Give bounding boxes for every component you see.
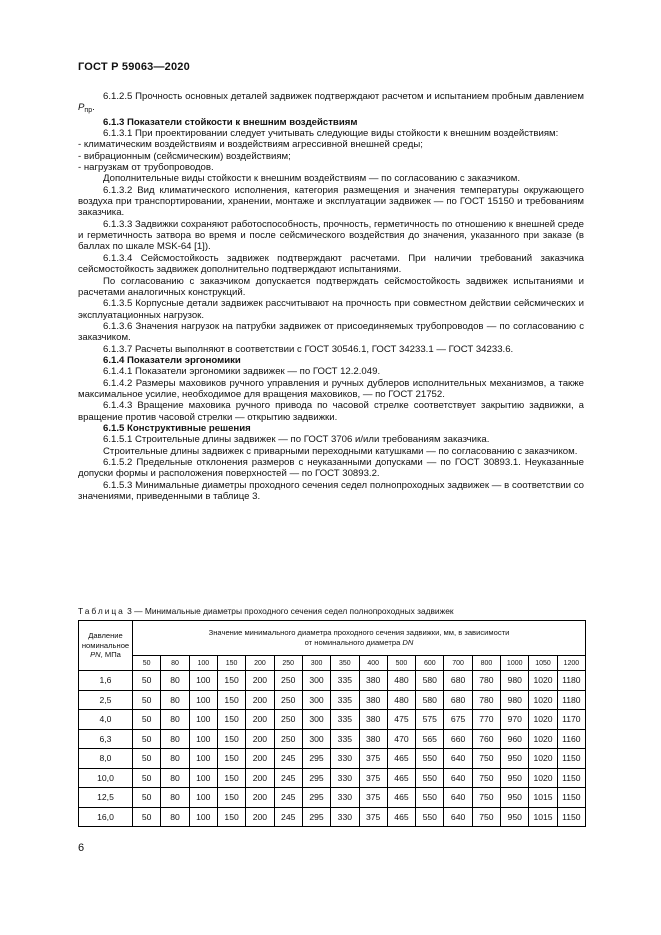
list-item: - климатическим воздействиям и воздействиям агрессивной внешней среды; [78, 139, 423, 151]
table-cell: 375 [359, 768, 387, 788]
table-cell: 200 [246, 749, 274, 769]
table-cell: 1170 [557, 710, 585, 730]
table-row [79, 749, 586, 769]
table-cell: 1015 [529, 807, 557, 827]
table-cell: 50 [133, 768, 161, 788]
table-cell: 1180 [557, 690, 585, 710]
table-cell: 550 [416, 788, 444, 808]
table-cell: 335 [331, 671, 359, 691]
paragraph-6-1-3-5: 6.1.3.5 Корпусные детали задвижек рассчитывают на прочность при совместном действии сейсмических и эксплуатационных нагрузок. [78, 298, 584, 321]
table-cell: 300 [302, 710, 330, 730]
pressure-cell: 2,5 [79, 690, 133, 710]
table-cell: 200 [246, 729, 274, 749]
table-cell: 80 [161, 749, 189, 769]
table-cell: 50 [133, 729, 161, 749]
document-header: ГОСТ Р 59063—2020 [78, 61, 190, 73]
table-cell: 1150 [557, 807, 585, 827]
table-cell: 580 [416, 671, 444, 691]
table-cell: 295 [302, 749, 330, 769]
table-cell: 330 [331, 788, 359, 808]
dn-header-cell: 600 [416, 656, 444, 671]
table-cell: 100 [189, 749, 217, 769]
table-cell: 950 [501, 768, 529, 788]
table-cell: 550 [416, 807, 444, 827]
table-cell: 1180 [557, 671, 585, 691]
dn-header-cell: 400 [359, 656, 387, 671]
table-cell: 150 [217, 788, 245, 808]
table-cell: 680 [444, 690, 472, 710]
table-cell: 465 [387, 788, 415, 808]
table-cell: 1015 [529, 788, 557, 808]
table-cell: 550 [416, 749, 444, 769]
table-cell: 335 [331, 710, 359, 730]
table-cell: 980 [501, 671, 529, 691]
table-cell: 50 [133, 788, 161, 808]
table-cell: 565 [416, 729, 444, 749]
table-cell: 750 [472, 788, 500, 808]
table-cell: 245 [274, 749, 302, 769]
table-cell: 330 [331, 768, 359, 788]
table-cell: 80 [161, 671, 189, 691]
table-cell: 375 [359, 749, 387, 769]
table-cell: 480 [387, 671, 415, 691]
table-cell: 375 [359, 788, 387, 808]
diameter-table [78, 620, 586, 827]
dn-header-cell: 50 [133, 656, 161, 671]
table-cell: 475 [387, 710, 415, 730]
table-cell: 150 [217, 690, 245, 710]
dn-header-cell: 300 [302, 656, 330, 671]
table-row [79, 807, 586, 827]
table-cell: 300 [302, 671, 330, 691]
table-cell: 295 [302, 788, 330, 808]
paragraph-6-1-3-4: 6.1.3.4 Сейсмостойкость задвижек подтверждают расчетами. При наличии требований заказчика сейсмостойкость задвижек дополнительно подтверждают испытаниями. [78, 252, 584, 276]
table-cell: 780 [472, 690, 500, 710]
table-cell: 380 [359, 710, 387, 730]
pressure-symbol: P [78, 102, 85, 114]
table-cell: 950 [501, 807, 529, 827]
paragraph-6-1-4-3: 6.1.4.3 Вращение маховика ручного привода по часовой стрелке соответствует закрытию задвижки, а вращение против часовой стрелки — открытию задвижки. [78, 400, 584, 423]
table-cell: 660 [444, 729, 472, 749]
table-cell: 1020 [529, 749, 557, 769]
pressure-cell: 1,6 [79, 671, 133, 691]
dn-header-cell: 150 [217, 656, 245, 671]
table-cell: 100 [189, 768, 217, 788]
table-cell: 150 [217, 729, 245, 749]
paragraph-6-1-4-1: 6.1.4.1 Показатели эргономики задвижек — по ГОСТ 12.2.049. [103, 366, 381, 378]
paragraph-6-1-3-3: 6.1.3.3 Задвижки сохраняют работоспособность, прочность, герметичность по отношению к внешней среде и герметичность затвора во время и после сейсмического воздействия до значения, указанного при заказе (в баллах по шкале MSK-64 [1]). [78, 218, 584, 253]
pressure-column-header: Давление номинальное PN, МПа [79, 621, 133, 671]
table-cell: 680 [444, 671, 472, 691]
table-cell: 100 [189, 788, 217, 808]
heading-6-1-3: 6.1.3 Показатели стойкости к внешним воздействиям [103, 116, 358, 128]
table-cell: 80 [161, 807, 189, 827]
table-cell: 150 [217, 671, 245, 691]
table-cell: 1150 [557, 788, 585, 808]
table-cell: 750 [472, 807, 500, 827]
table-row [79, 710, 586, 730]
paragraph-6-1-4-2: 6.1.4.2 Размеры маховиков ручного управления и ручных дублеров исполнительных механизмов, а также максимальное усилие, необходимое для вращения маховиков, — по ГОСТ 21752. [78, 377, 584, 400]
table-cell: 330 [331, 807, 359, 827]
table-cell: 1020 [529, 710, 557, 730]
table-cell: 950 [501, 788, 529, 808]
table-cell: 80 [161, 788, 189, 808]
table-cell: 245 [274, 807, 302, 827]
table-cell: 950 [501, 749, 529, 769]
table-cell: 80 [161, 690, 189, 710]
table-cell: 640 [444, 788, 472, 808]
dn-header-cell: 80 [161, 656, 189, 671]
table-cell: 295 [302, 768, 330, 788]
paragraph-additional: Дополнительные виды стойкости к внешним воздействиям — по согласованию с заказчиком. [103, 173, 521, 185]
table-cell: 50 [133, 690, 161, 710]
table-row [79, 768, 586, 788]
table-cell: 1020 [529, 690, 557, 710]
table-cell: 750 [472, 749, 500, 769]
paragraph-6-1-5-2: 6.1.5.2 Предельные отклонения размеров с неуказанными допусками — по ГОСТ 30893.1. Неуказанные допуски формы и расположения поверхностей — по ГОСТ 30893.2. [78, 457, 584, 480]
table-cell: 200 [246, 710, 274, 730]
table-cell: 780 [472, 671, 500, 691]
paragraph-6-1-3-2: 6.1.3.2 Вид климатического исполнения, категория размещения и значения температуры окружающего воздуха при транспортировании, хранении, монтаже и эксплуатации задвижек — по ГОСТ 15150 и требованиям заказчика. [78, 184, 584, 219]
table-cell: 640 [444, 768, 472, 788]
table-cell: 245 [274, 788, 302, 808]
table-cell: 250 [274, 671, 302, 691]
table-cell: 1020 [529, 768, 557, 788]
table-cell: 100 [189, 690, 217, 710]
values-column-header: Значение минимального диаметра проходного сечения задвижки, мм, в зависимости от номинального диаметра DN [133, 621, 586, 656]
table-cell: 250 [274, 690, 302, 710]
table-cell: 1020 [529, 729, 557, 749]
table-cell: 100 [189, 729, 217, 749]
table-cell: 465 [387, 768, 415, 788]
heading-6-1-5: 6.1.5 Конструктивные решения [103, 422, 251, 434]
table-cell: 640 [444, 807, 472, 827]
table-cell: 80 [161, 729, 189, 749]
paragraph-6-1-5-3: 6.1.5.3 Минимальные диаметры проходного сечения седел полнопроходных задвижек — в соответствии со значениями, приведенными в таблице 3. [78, 479, 584, 503]
paragraph-6-1-3-7: 6.1.3.7 Расчеты выполняют в соответствии с ГОСТ 30546.1, ГОСТ 34233.1 — ГОСТ 34233.6. [103, 343, 514, 355]
dn-header-cell: 700 [444, 656, 472, 671]
table-cell: 295 [302, 807, 330, 827]
table-cell: 580 [416, 690, 444, 710]
table-cell: 330 [331, 749, 359, 769]
table-cell: 960 [501, 729, 529, 749]
table-cell: 640 [444, 749, 472, 769]
table-cell: 50 [133, 807, 161, 827]
pressure-cell: 12,5 [79, 788, 133, 808]
paragraph-lengths: Строительные длины задвижек с приварными переходными катушками — по согласованию с заказчиком. [103, 445, 578, 457]
table-cell: 1150 [557, 749, 585, 769]
table-cell: 335 [331, 690, 359, 710]
list-item: - вибрационным (сейсмическим) воздействиям; [78, 150, 291, 162]
table-cell: 1020 [529, 671, 557, 691]
dn-header-cell: 1050 [529, 656, 557, 671]
table-cell: 250 [274, 729, 302, 749]
table-cell: 100 [189, 807, 217, 827]
table-cell: 200 [246, 768, 274, 788]
table-cell: 50 [133, 710, 161, 730]
dn-header-cell: 250 [274, 656, 302, 671]
paragraph-6-1-5-1: 6.1.5.1 Строительные длины задвижек — по ГОСТ 3706 и/или требованиям заказчика. [103, 434, 490, 446]
table-cell: 1160 [557, 729, 585, 749]
table-cell: 200 [246, 690, 274, 710]
table-cell: 150 [217, 807, 245, 827]
table-cell: 380 [359, 671, 387, 691]
table-row [79, 788, 586, 808]
table-cell: 335 [331, 729, 359, 749]
table-cell: 80 [161, 710, 189, 730]
table-cell: 200 [246, 671, 274, 691]
dn-header-cell: 200 [246, 656, 274, 671]
table-cell: 1150 [557, 768, 585, 788]
dn-header-cell: 1000 [501, 656, 529, 671]
dn-header-cell: 1200 [557, 656, 585, 671]
table-caption: Таблица 3 — Минимальные диаметры проходного сечения седел полнопроходных задвижек [78, 606, 454, 616]
dn-header-cell: 500 [387, 656, 415, 671]
pressure-cell: 10,0 [79, 768, 133, 788]
table-cell: 150 [217, 749, 245, 769]
dn-header-cell: 800 [472, 656, 500, 671]
table-cell: 300 [302, 690, 330, 710]
table-cell: 480 [387, 690, 415, 710]
list-item: - нагрузкам от трубопроводов. [78, 162, 214, 174]
table-cell: 970 [501, 710, 529, 730]
table-cell: 50 [133, 671, 161, 691]
dn-header-cell: 350 [331, 656, 359, 671]
table-cell: 750 [472, 768, 500, 788]
table-cell: 465 [387, 807, 415, 827]
pressure-cell: 4,0 [79, 710, 133, 730]
table-cell: 50 [133, 749, 161, 769]
table-cell: 100 [189, 671, 217, 691]
table-cell: 470 [387, 729, 415, 749]
paragraph-6-1-3-1: 6.1.3.1 При проектировании следует учитывать следующие виды стойкости к внешним воздействиям: [103, 128, 559, 140]
table-row [79, 671, 586, 691]
dn-header-row [79, 656, 586, 671]
pressure-cell: 8,0 [79, 749, 133, 769]
table-row [79, 690, 586, 710]
table-cell: 245 [274, 768, 302, 788]
heading-6-1-4: 6.1.4 Показатели эргономики [103, 354, 241, 366]
table-cell: 675 [444, 710, 472, 730]
table-cell: 250 [274, 710, 302, 730]
table-cell: 575 [416, 710, 444, 730]
table-cell: 200 [246, 788, 274, 808]
dn-header-cell: 100 [189, 656, 217, 671]
table-row [79, 729, 586, 749]
table-cell: 380 [359, 729, 387, 749]
table-cell: 150 [217, 768, 245, 788]
table-cell: 100 [189, 710, 217, 730]
table-cell: 760 [472, 729, 500, 749]
table-cell: 375 [359, 807, 387, 827]
page-number: 6 [78, 842, 85, 854]
pressure-cell: 6,3 [79, 729, 133, 749]
table-cell: 150 [217, 710, 245, 730]
table-cell: 200 [246, 807, 274, 827]
table-cell: 770 [472, 710, 500, 730]
pressure-cell: 16,0 [79, 807, 133, 827]
table-body [79, 671, 586, 827]
paragraph-6-1-2-5: 6.1.2.5 Прочность основных деталей задвижек подтверждают расчетом и испытанием пробным давлением $P_{пр}$. [78, 91, 584, 115]
table-cell: 80 [161, 768, 189, 788]
paragraph-6-1-3-6: 6.1.3.6 Значения нагрузок на патрубки задвижек от присоединяемых трубопроводов — по согласованию с заказчиком. [78, 320, 584, 344]
paragraph-agreement: По согласованию с заказчиком допускается подтверждать сейсмостойкость задвижек испытаниями и расчетами аналогичных конструкций. [78, 275, 584, 298]
table-cell: 300 [302, 729, 330, 749]
table-cell: 465 [387, 749, 415, 769]
table-cell: 980 [501, 690, 529, 710]
table-cell: 380 [359, 690, 387, 710]
body-text [78, 91, 584, 502]
table-cell: 550 [416, 768, 444, 788]
